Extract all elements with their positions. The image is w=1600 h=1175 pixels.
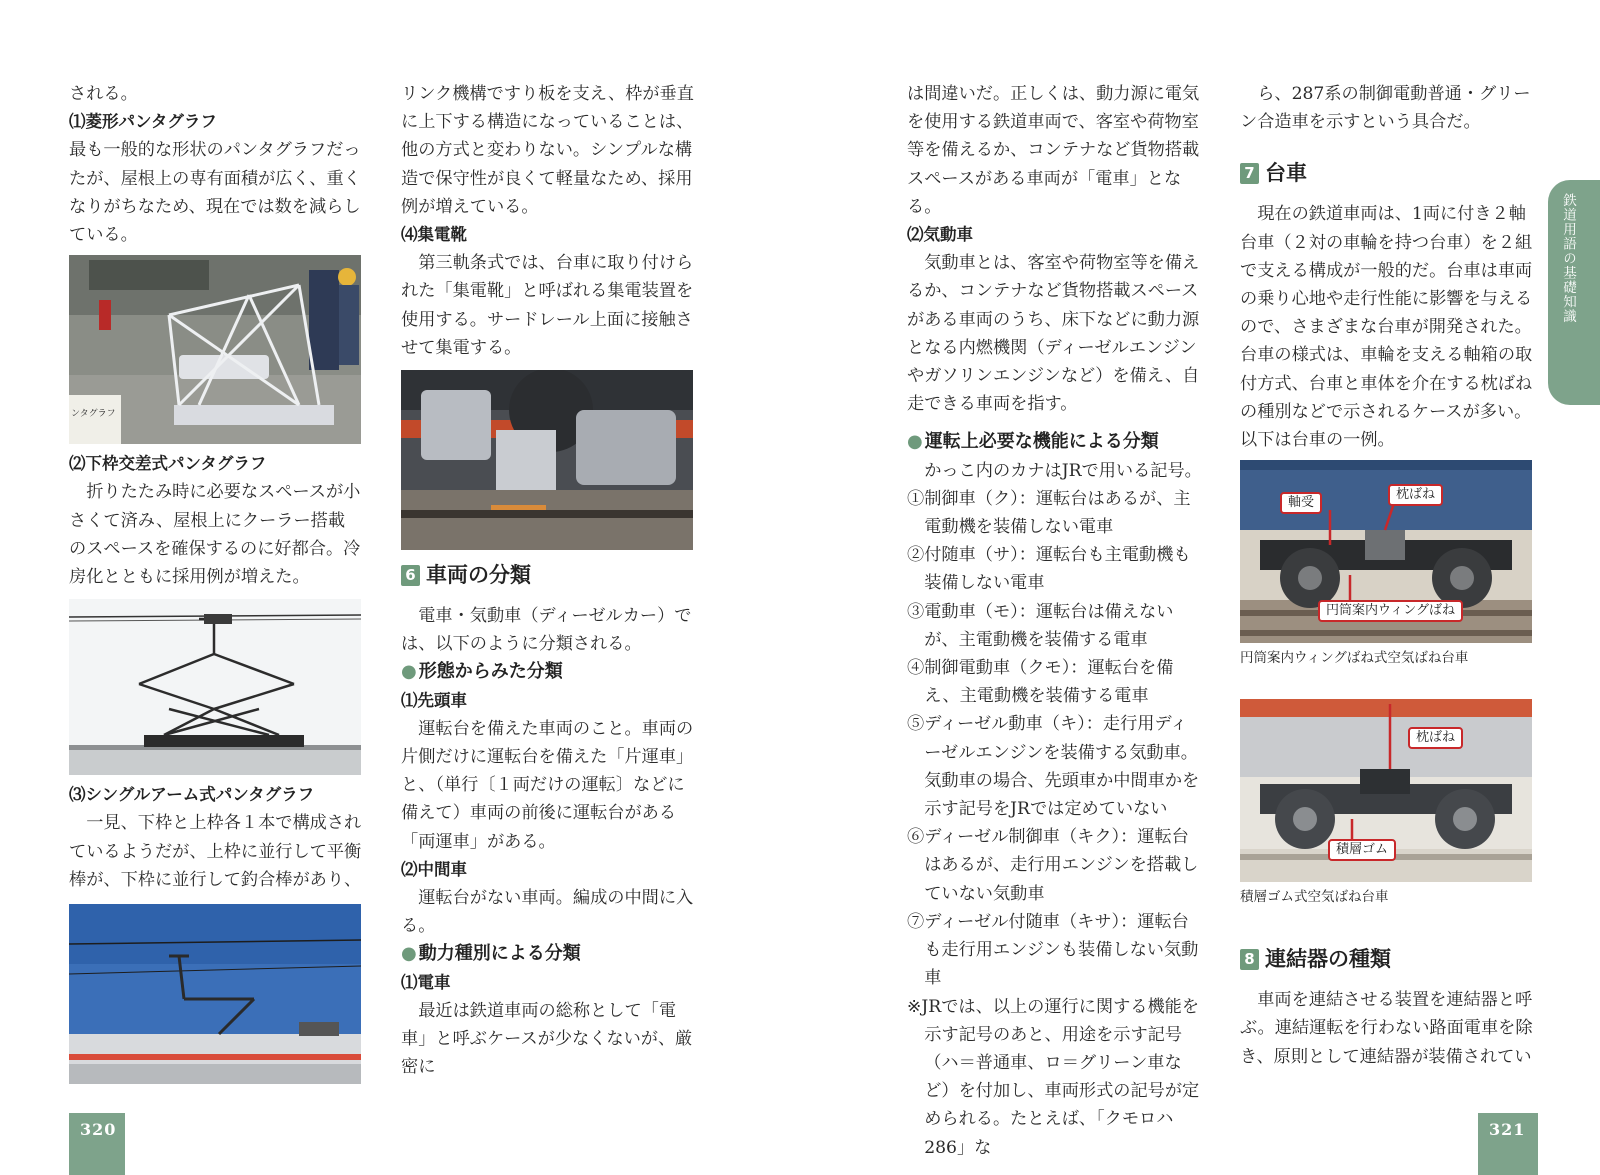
bullet-heading-by-power [401,940,695,968]
photo-diamond-pantograph [69,255,361,444]
lower-cross-pantograph-image [69,599,361,775]
label-bolster-spring: 枕ばね [1388,484,1443,506]
list-item: ④制御電動車（クモ）：運転台を備え、主電動機を装備する電車 [907,658,1174,707]
subheading-diesel-car: ⑵気動車 [907,225,973,245]
label-axle-bearing: 軸受 [1280,492,1322,514]
list-item: ⑥ディーゼル制御車（キク）：運転台はあるが、走行用エンジンを搭載していない気動車 [907,827,1199,904]
section-number-badge: 7 [1240,163,1259,184]
subheading-lead-car: ⑴先頭車 [401,690,467,710]
page-number-text: 321 [1489,1120,1526,1139]
subheading-diamond-pantograph: ⑴菱形パンタグラフ [69,112,217,132]
section-title: 台車 [1265,161,1307,186]
subheading-single-arm-pantograph: ⑶シングルアーム式パンタグラフ [69,785,315,805]
paragraph-coupler: 車両を連結させる装置を連結器と呼ぶ。連結運転を行わない路面電車を除き、原則として連結器が装備されてい [1240,990,1533,1067]
list-item-note: ※JRでは、以上の運行に関する機能を示す記号のあと、用途を示す記号（ハ＝普通車、ロ＝グリーン車など）を付加し、車両形式の記号が定められる。たとえば、「クモロハ286」な [907,996,1200,1158]
section-number-badge: 6 [401,565,420,586]
paragraph-classification-intro: 電車・気動車（ディーゼルカー）では、以下のように分類される。 [401,606,692,655]
list-item: ③電動車（モ）：運転台は備えないが、主電動機を装備する電車 [907,601,1174,650]
collector-shoe-image [401,370,693,550]
paragraph-diesel-car: 気動車とは、客室や荷物室等を備えるか、コンテナなど貨物搭載スペースがある車両のうち、床下などに動力源となる内燃機関（ディーゼルエンジンやガソリンエンジンなど）を備え、自走できる車両を指す。 [907,253,1200,415]
label-bolster-spring: 枕ばね [1408,727,1463,749]
bullet-heading-by-function [907,428,1203,456]
bullet-heading-text: 形態からみた分類 [418,661,563,683]
single-arm-pantograph-image [69,904,361,1084]
label-laminated-rubber: 積層ゴム [1328,839,1396,861]
bullet-heading-text: 動力種別による分類 [418,943,581,965]
text-line: される。 [69,84,138,104]
photo-caption: 積層ゴム式空気ばね台車 [1240,889,1389,906]
section-number-badge: 8 [1240,949,1259,970]
paragraph-287-series: ら、287系の制御電動普通・グリーン合造車を示すという具合だ。 [1240,84,1531,133]
section-heading-bogie [1240,154,1534,192]
bullet-dot-icon: ● [401,943,417,965]
section-heading-vehicle-classification [401,556,695,594]
paragraph-lead-car: 運転台を備えた車両のこと。車両の片側だけに運転台を備えた「片運車」と、（単行〔１両だけの運転〕などに備えて）車両の前後に運転台がある「両運車」がある。 [401,718,694,852]
list-item: ⑦ディーゼル付随車（キサ）：運転台も走行用エンジンも装備しない気動車 [907,911,1199,989]
section-heading-coupler-types [1240,940,1534,978]
left-column-1 [69,80,362,1090]
bullet-dot-icon: ● [401,661,417,683]
list-item: ①制御車（ク）：運転台はあるが、主電動機を装備しない電車 [907,488,1191,538]
page-number-text: 320 [80,1120,117,1139]
bullet-heading-by-form [401,658,695,686]
paragraph-lower-cross-pantograph: 折りたたみ時に必要なスペースが小さくて済み、屋根上にクーラー搭載のスペースを確保するのに好都合。冷房化とともに採用例が増えた。 [69,482,361,588]
paragraph-single-arm-pantograph: 一見、下枠と上枠各１本で構成されているようだが、上枠に並行して平衡棒が、下枠に並行して釣合棒があり、 [69,813,362,890]
right-column-1 [907,80,1203,1162]
list-item: ⑤ディーゼル動車（キ）：走行用ディーゼルエンジンを装備する気動車。気動車の場合、先頭車か中間車かを示す記号をJRでは定めていない [907,714,1200,820]
section-title: 車両の分類 [426,562,531,587]
subheading-electric-car: ⑴電車 [401,972,451,992]
page-number-left [69,1113,125,1175]
photo-lower-cross-pantograph [69,599,361,775]
right-column-2 [1240,80,1534,1071]
subheading-collector-shoe: ⑷集電靴 [401,225,467,245]
photo-caption: 円筒案内ウィングばね式空気ばね台車 [1240,650,1469,667]
paragraph-diamond-pantograph: 最も一般的な形状のパンタグラフだったが、屋根上の専有面積が広く、重くなりがちなため、現在では数を減らしている。 [69,140,361,246]
paragraph-electric-car: 最近は鉄道車両の総称として「電車」と呼ぶケースが少なくないが、厳密に [401,1000,693,1078]
section-title: 連結器の種類 [1265,947,1391,972]
paragraph-bogie: 現在の鉄道車両は、1両に付き２軸台車（２対の車輪を持つ台車）を２組で支える構成が一般的だ。台車は車両の乗り心地や走行性能に影響を与えるので、さまざまな台車が開発された。台車の様式は、車輪を支える軸箱の取付方式、台車と車体を介在する枕ばねの種別などで示されるケースが多い。以下は台車の一例。 [1240,204,1533,451]
paragraph-middle-car: 運転台がない車両。編成の中間に入る。 [401,888,694,937]
photo-single-arm-pantograph [69,904,361,1084]
left-column-2 [401,80,695,1081]
paragraph-kana-note: かっこ内のカナはJRで用いる記号。 [924,460,1202,481]
subheading-middle-car: ⑵中間車 [401,859,467,879]
paragraph-collector-shoe: 第三軌条式では、台車に取り付けられた「集電靴」と呼ばれる集電装置を使用する。サードレール上面に接触させて集電する。 [401,253,694,358]
bullet-heading-text: 運転上必要な機能による分類 [924,431,1159,453]
photo-laminated-rubber-bogie [1240,699,1532,882]
page-number-right [1478,1113,1538,1175]
photo-sign-text: ンタグラフ [71,409,116,420]
subheading-lower-cross-pantograph: ⑵下枠交差式パンタグラフ [69,454,267,474]
list-item: ②付随車（サ）：運転台も主電動機も装備しない電車 [907,545,1191,594]
photo-collector-shoe [401,370,693,550]
label-wing-spring: 円筒案内ウィングばね [1318,600,1463,622]
paragraph-electric-car-continued: は間違いだ。正しくは、動力源に電気を使用する鉄道車両で、客室や荷物室等を備えるか、コンテナなど貨物搭載スペースがある車両が「電車」となる。 [907,84,1200,217]
chapter-tab-label: 鉄道用語の基礎知識 [1560,193,1576,324]
paragraph-link-mechanism: リンク機構ですり板を支え、枠が垂直に上下する構造になっていることは、他の方式と変わりない。シンプルな構造で保守性が良くて軽量なため、採用例が増えている。 [401,84,694,217]
diamond-pantograph-image [69,255,361,444]
photo-wing-spring-bogie [1240,460,1532,643]
bullet-dot-icon: ● [907,431,923,453]
